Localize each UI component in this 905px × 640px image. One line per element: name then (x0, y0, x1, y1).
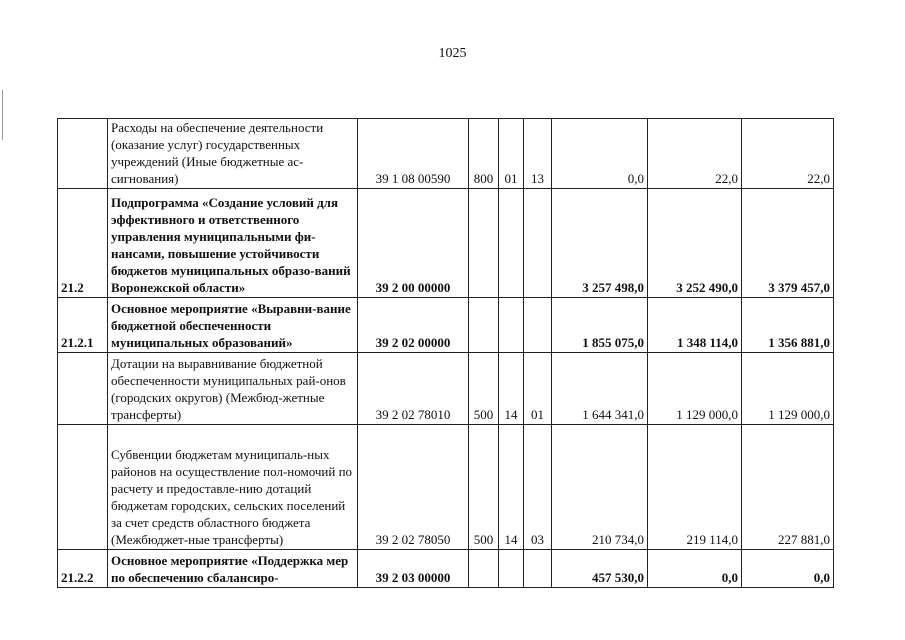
program-code: 39 2 02 00000 (358, 298, 469, 353)
table-row (58, 425, 834, 550)
section-code: 14 (499, 353, 524, 425)
row-name: Подпрограмма «Создание условий для эффективного и ответственного управления муниципальными фи-нансами, повышение устойчивости бюджетов муниципальных образо-ваний Воронежской области» (108, 189, 358, 298)
page-number: 1025 (438, 46, 467, 61)
program-code: 39 2 02 78050 (358, 425, 469, 550)
amount-year-3: 1 356 881,0 (742, 298, 834, 353)
subsection-code (524, 550, 552, 588)
subsection-code (524, 298, 552, 353)
amount-year-1: 1 644 341,0 (552, 353, 648, 425)
row-name: Основное мероприятие «Выравни-вание бюджетной обеспеченности муниципальных образований» (108, 298, 358, 353)
scan-edge-line (2, 90, 3, 140)
amount-year-2: 0,0 (648, 550, 742, 588)
budget-table (57, 118, 834, 588)
amount-year-1: 457 530,0 (552, 550, 648, 588)
program-code: 39 1 08 00590 (358, 119, 469, 189)
amount-year-2: 3 252 490,0 (648, 189, 742, 298)
section-code (499, 298, 524, 353)
row-name: Расходы на обеспечение деятельности (оказание услуг) государственных учреждений (Иные бюджетные ас-сигнования) (108, 119, 358, 189)
section-code (499, 189, 524, 298)
amount-year-1: 3 257 498,0 (552, 189, 648, 298)
expense-type (469, 298, 499, 353)
table-row (58, 119, 834, 189)
program-code: 39 2 02 78010 (358, 353, 469, 425)
table-row (58, 298, 834, 353)
row-name: Субвенции бюджетам муниципаль-ных районов на осуществление пол-номочий по расчету и предоставле-нию дотаций бюджетам городских, сельских поселений за счет средств областного бюджета (Межбюджет-ные трансферты) (108, 425, 358, 550)
expense-type: 500 (469, 425, 499, 550)
section-code: 01 (499, 119, 524, 189)
subsection-code: 01 (524, 353, 552, 425)
section-code (499, 550, 524, 588)
table-row (58, 353, 834, 425)
expense-type (469, 189, 499, 298)
amount-year-2: 1 129 000,0 (648, 353, 742, 425)
subsection-code: 13 (524, 119, 552, 189)
amount-year-3: 0,0 (742, 550, 834, 588)
subsection-code: 03 (524, 425, 552, 550)
amount-year-2: 22,0 (648, 119, 742, 189)
amount-year-2: 219 114,0 (648, 425, 742, 550)
table-row (58, 189, 834, 298)
amount-year-3: 22,0 (742, 119, 834, 189)
expense-type: 500 (469, 353, 499, 425)
amount-year-2: 1 348 114,0 (648, 298, 742, 353)
expense-type (469, 550, 499, 588)
row-number (58, 119, 108, 189)
amount-year-1: 0,0 (552, 119, 648, 189)
amount-year-3: 3 379 457,0 (742, 189, 834, 298)
row-number: 21.2 (58, 189, 108, 298)
program-code: 39 2 00 00000 (358, 189, 469, 298)
row-number: 21.2.1 (58, 298, 108, 353)
amount-year-1: 1 855 075,0 (552, 298, 648, 353)
row-number (58, 425, 108, 550)
expense-type: 800 (469, 119, 499, 189)
row-name: Основное мероприятие «Поддержка мер по обеспечению сбалансиро- (108, 550, 358, 588)
subsection-code (524, 189, 552, 298)
amount-year-3: 1 129 000,0 (742, 353, 834, 425)
row-name: Дотации на выравнивание бюджетной обеспеченности муниципальных рай-онов (городских округов) (Межбюд-жетные трансферты) (108, 353, 358, 425)
program-code: 39 2 03 00000 (358, 550, 469, 588)
table-row (58, 550, 834, 588)
section-code: 14 (499, 425, 524, 550)
row-number: 21.2.2 (58, 550, 108, 588)
amount-year-3: 227 881,0 (742, 425, 834, 550)
amount-year-1: 210 734,0 (552, 425, 648, 550)
row-number (58, 353, 108, 425)
